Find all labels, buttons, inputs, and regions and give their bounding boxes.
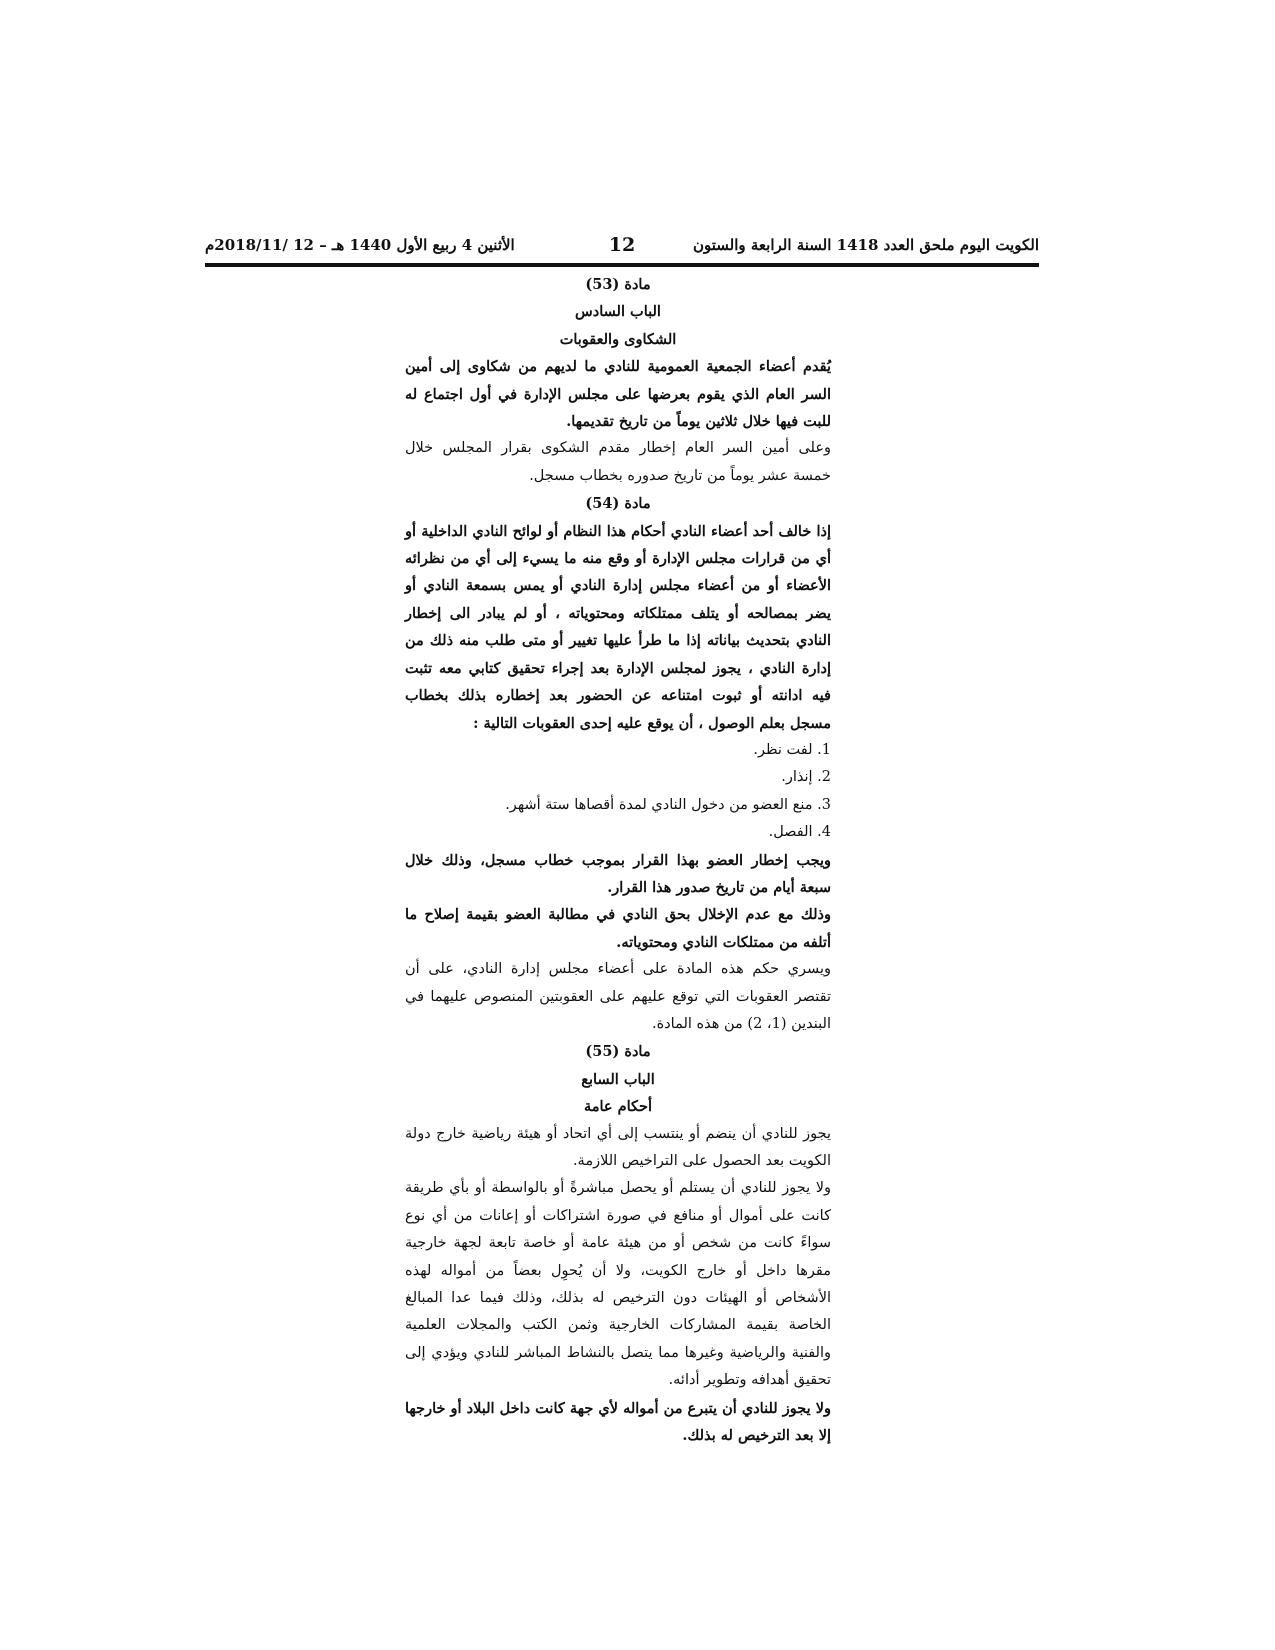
article-54-paragraph-2: ويجب إخطار العضو بهذا القرار بموجب خطاب مسجل، وذلك خلال سبعة أيام من تاريخ صدور هذا القرار. xyxy=(405,851,831,896)
article-55-paragraph-3: ولا يجوز للنادي أن يتبرع من أمواله لأي جهة كانت داخل البلاد أو خارجها إلا بعد الترخيص له بذلك. xyxy=(405,1399,831,1445)
article-53-paragraph-1: يُقدم أعضاء الجمعية العمومية للنادي ما لديهم من شكاوى إلى أمين السر العام الذي يقوم بعرضها على مجلس الإدارة في أول اجتماع له للبت فيها خلال ثلاثين يوماً من تاريخ تقديمها. xyxy=(405,358,831,431)
article-55-paragraph-2: ولا يجوز للنادي أن يستلم أو يحصل مباشرةً أو بالواسطة أو بأي طريقة كانت على أموال أو منافع في صورة اشتراكات أو إعانات من أي نوع سواءً كانت من شخص أو من هيئة عامة أو خاصة تابعة لجهة خارجية مقرها داخل أو خارج الكويت، ولا أن يُحوِل بعضاً من أمواله لهذه الأشخاص أو الهيئات دون الترخيص له بذلك، وذلك فيما عدا المبالغ الخاصة بقيمة المشاركات الخارجية وثمن الكتب والمجلات العلمية والفنية والرياضية وغيرها مما يتصل بالنشاط المباشر للنادي ويؤدي إلى تحقيق أهدافه وتطوير أدائه. xyxy=(405,1180,831,1389)
article-54-heading: مادة (54) xyxy=(585,495,651,513)
article-53-paragraph-2: وعلى أمين السر العام إخطار مقدم الشكوى بقرار المجلس خلال خمسة عشر يوماً من تاريخ صدوره بخطاب مسجل. xyxy=(405,440,831,484)
publication-info: الكويت اليوم ملحق العدد 1418 السنة الرابعة والستون xyxy=(693,236,1039,254)
issue-date: الأثنين 4 ربيع الأول 1440 هـ – 12 /2018/11م xyxy=(205,236,515,254)
article-54-paragraph-4: ويسري حكم هذه المادة على أعضاء مجلس إدارة النادي، على أن تقتصر العقوبات التي توقع عليهم على العقوبتين المنصوص عليهما في البندين (1، 2) من هذه المادة. xyxy=(405,961,831,1032)
article-55-heading: مادة (55) xyxy=(585,1043,651,1061)
chapter-7-title: أحكام عامة xyxy=(583,1098,653,1116)
penalty-item-3: 3. منع العضو من دخول النادي لمدة أقصاها ستة أشهر. xyxy=(505,796,831,813)
page-header xyxy=(205,236,1039,266)
article-54-paragraph-1: إذا خالف أحد أعضاء النادي أحكام هذا النظام أو لوائح النادي الداخلية أو أي من قرارات مجلس الإدارة أو وقع منه ما يسيء إلى أي من نظرائه الأعضاء أو من أعضاء مجلس إدارة النادي أو يمس بسمعة النادي أو يضر بمصالحه أو يتلف ممتلكاته ومحتوياته ، أو لم يبادر الى إخطار النادي بتحديث بياناته إذا ما طرأ عليها تغيير أو متى طلب منه ذلك من إدارة النادي ، يجوز لمجلس الإدارة بعد إجراء تحقيق كتابي معه تثبت فيه ادانته أو ثبوت امتناعه عن الحضور بعد إخطاره بذلك بخطاب مسجل بعلم الوصول ، أن يوقع عليه إحدى العقوبات التالية : xyxy=(405,522,831,732)
chapter-6-heading: الباب السادس xyxy=(575,303,661,321)
article-54-paragraph-3: وذلك مع عدم الإخلال بحق النادي في مطالبة العضو بقيمة إصلاح ما أتلفه من ممتلكات النادي ومحتوياته. xyxy=(405,906,831,951)
article-55-paragraph-1: يجوز للنادي أن ينضم أو ينتسب إلى أي اتحاد أو هيئة رياضية خارج دولة الكويت بعد الحصول على التراخيص اللازمة. xyxy=(405,1125,831,1169)
header-rule xyxy=(205,263,1039,267)
article-53-heading: مادة (53) xyxy=(585,276,651,293)
penalty-item-2: 2. إنذار. xyxy=(781,769,831,786)
chapter-7-heading: الباب السابع xyxy=(581,1070,655,1088)
penalty-item-1: 1. لفت نظر. xyxy=(753,741,831,758)
chapter-6-title: الشكاوى والعقوبات xyxy=(559,330,677,348)
document-body xyxy=(405,271,831,1449)
page-number: 12 xyxy=(608,234,636,256)
penalty-item-4: 4. الفصل. xyxy=(768,824,831,841)
